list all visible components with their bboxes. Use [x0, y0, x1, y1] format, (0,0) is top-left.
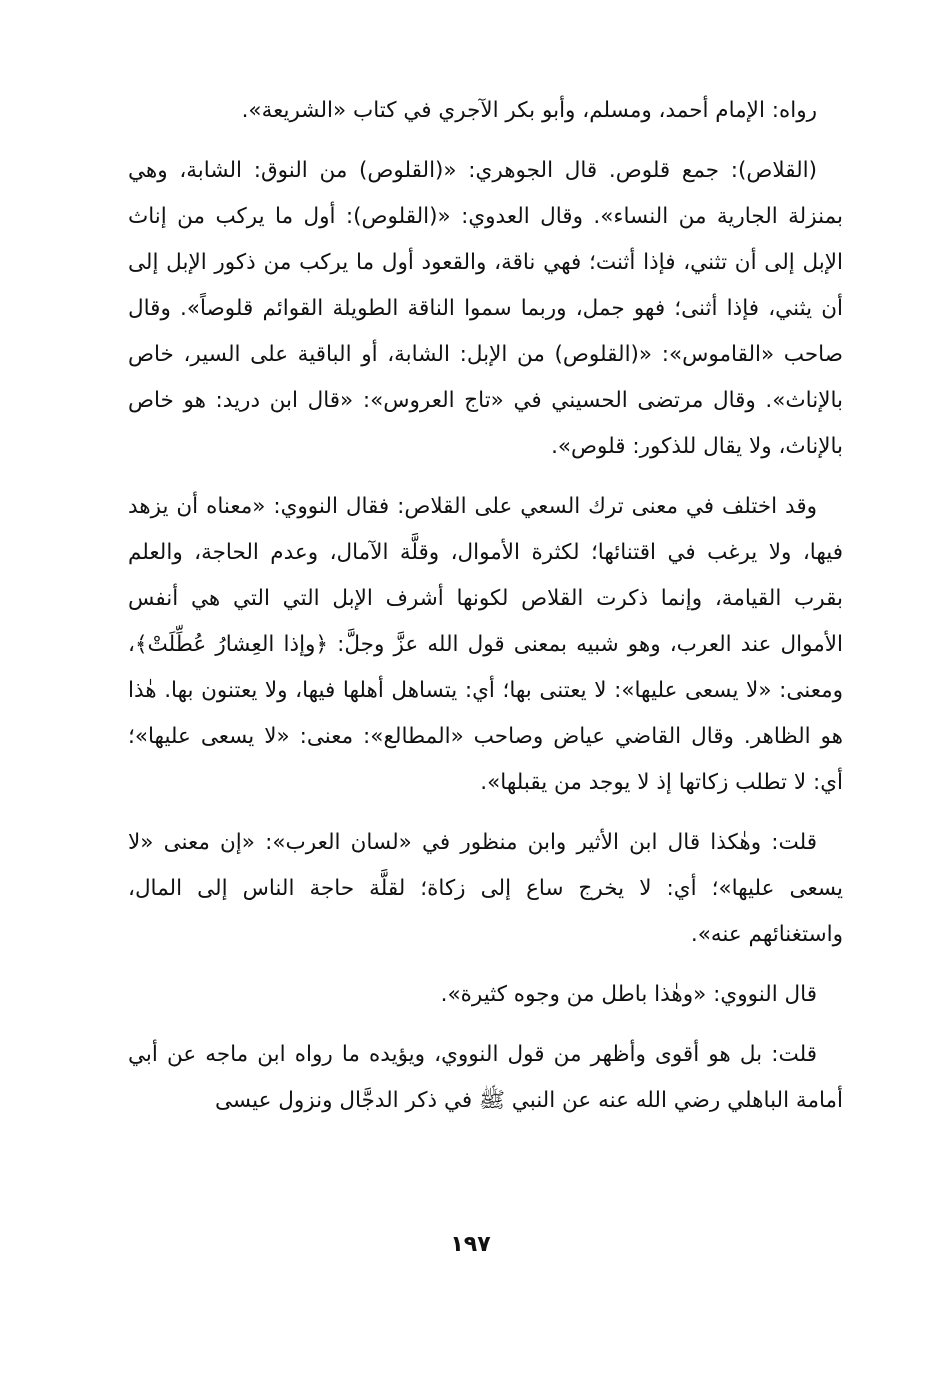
paragraph-text: قلت: بل هو أقوى وأظهر من قول النووي، ويؤيده ما رواه ابن ماجه عن أبي أمامة الباهلي رضي الله عنه عن النبي ﷺ في ذكر الدجَّال ونزول عيسى	[128, 1042, 843, 1113]
paragraph-ibn-athir	[128, 820, 843, 958]
paragraph-text: رواه: الإمام أحمد، ومسلم، وأبو بكر الآجري في كتاب «الشريعة».	[241, 98, 817, 123]
body-text	[128, 88, 843, 1138]
page-number: ١٩٧	[450, 1232, 491, 1257]
paragraph-text: قال النووي: «وهٰذا باطل من وجوه كثيرة».	[440, 982, 817, 1007]
paragraph-nawawi-rebuttal	[128, 972, 843, 1018]
paragraph-ibn-majah	[128, 1032, 843, 1124]
paragraph-qilas-definition	[128, 148, 843, 470]
paragraph-nawawi-meaning	[128, 484, 843, 806]
paragraph-text: وقد اختلف في معنى ترك السعي على القلاص: فقال النووي: «معناه أن يزهد فيها، ولا يرغب في اقتنائها؛ لكثرة الأموال، وقلَّة الآمال، وعدم الحاجة، والعلم بقرب القيامة، وإنما ذكرت القلاص لكونها أشرف الإبل التي التي هي أنفس الأموال عند العرب، وهو شبيه بمعنى قول الله عزَّ وجلَّ: ﴿وإذا العِشارُ عُطِّلَتْ﴾، ومعنى: «لا يسعى عليها»: لا يعتنى بها؛ أي: يتساهل أهلها فيها، ولا يعتنون بها. هٰذا هو الظاهر. وقال القاضي عياض وصاحب «المطالع»: معنى: «لا يسعى عليها»؛ أي: لا تطلب زكاتها إذ لا يوجد من يقبلها».	[128, 494, 843, 795]
paragraph-text: (القلاص): جمع قلوص. قال الجوهري: «(القلوص) من النوق: الشابة، وهي بمنزلة الجارية من النساء». وقال العدوي: «(القلوص): أول ما يركب من إناث الإبل إلى أن تثني، فإذا أثنت؛ فهي ناقة، والقعود أول ما يركب من ذكور الإبل إلى أن يثني، فإذا أثنى؛ فهو جمل، وربما سموا الناقة الطويلة القوائم قلوصاً». وقال صاحب «القاموس»: «(القلوص) من الإبل: الشابة، أو الباقية على السير، خاص بالإناث». وقال مرتضى الحسيني في «تاج العروس»: «قال ابن دريد: هو خاص بالإناث، ولا يقال للذكور: قلوص».	[128, 158, 843, 459]
paragraph-text: قلت: وهٰكذا قال ابن الأثير وابن منظور في «لسان العرب»: «إن معنى «لا يسعى عليها»؛ أي: لا يخرج ساع إلى زكاة؛ لقلَّة حاجة الناس إلى المال، واستغنائهم عنه».	[128, 830, 843, 947]
paragraph-riwayah	[128, 88, 843, 134]
